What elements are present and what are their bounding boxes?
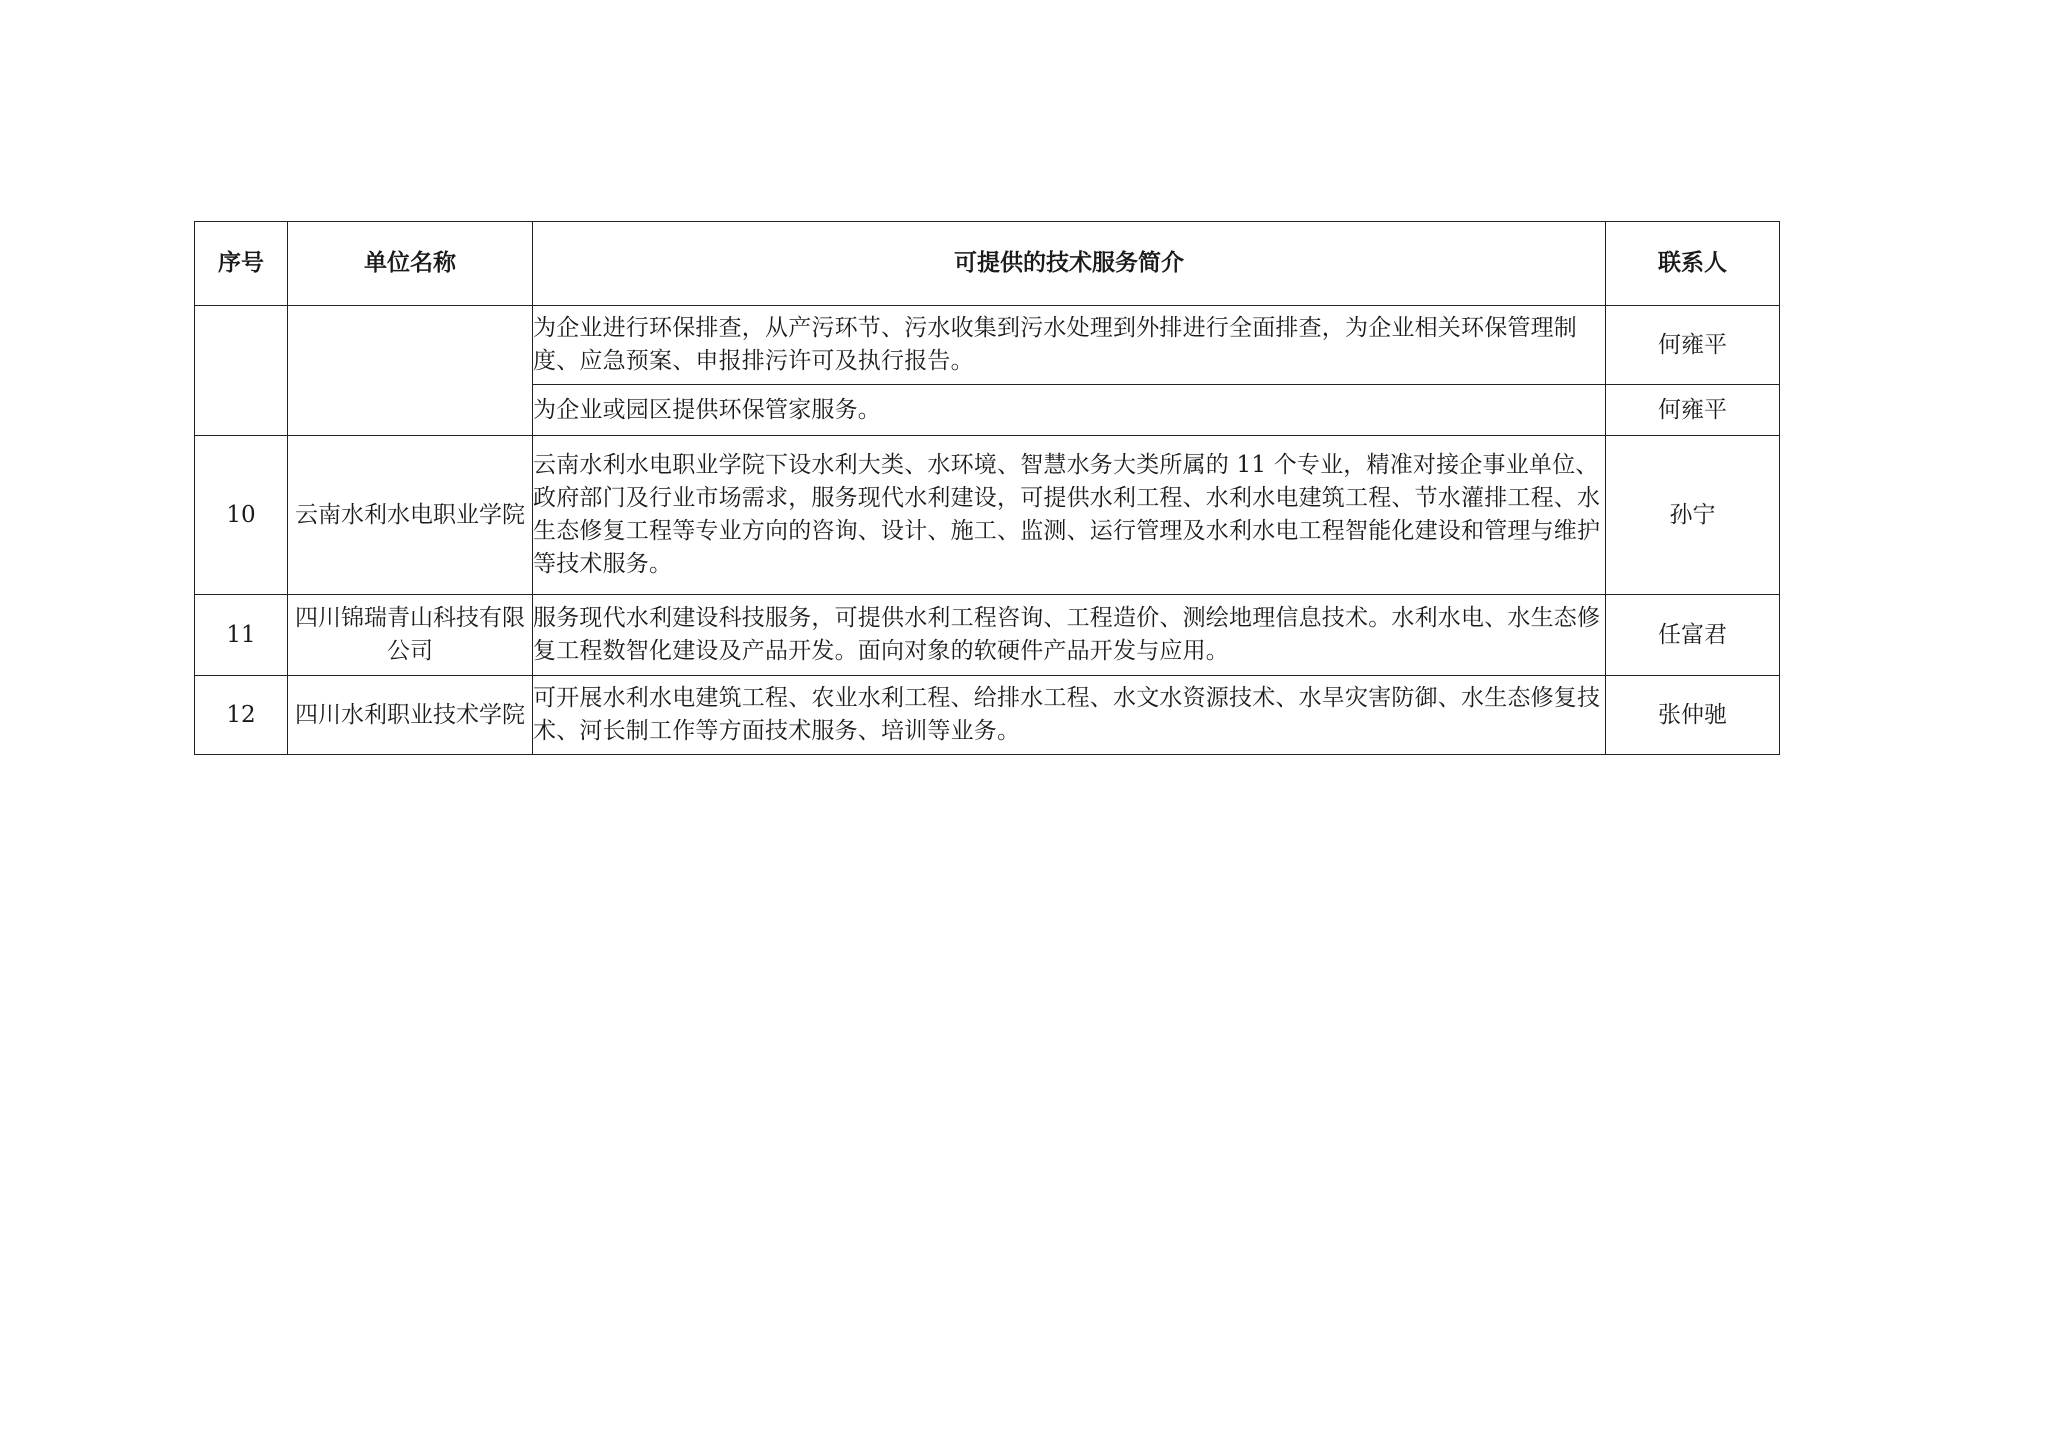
row-no-cell: 11: [195, 595, 288, 676]
row-unit-cell: [288, 306, 533, 436]
row-contact-cell: 张仲驰: [1606, 676, 1780, 755]
row-unit-cell: 四川水利职业技术学院: [288, 676, 533, 755]
row-no-cell: [195, 306, 288, 436]
header-contact: 联系人: [1606, 222, 1780, 306]
table-header-row: [195, 222, 1780, 306]
table-row: [195, 595, 1780, 676]
header-unit: 单位名称: [288, 222, 533, 306]
table-row: [195, 676, 1780, 755]
row-contact-cell: 何雍平: [1606, 306, 1780, 385]
row-unit-cell: 云南水利水电职业学院: [288, 436, 533, 595]
row-desc-cell: 可开展水利水电建筑工程、农业水利工程、给排水工程、水文水资源技术、水旱灾害防御、水生态修复技术、河长制工作等方面技术服务、培训等业务。: [533, 676, 1606, 755]
header-desc: 可提供的技术服务简介: [533, 222, 1606, 306]
row-no-cell: 10: [195, 436, 288, 595]
header-no: 序号: [195, 222, 288, 306]
row-contact-cell: 任富君: [1606, 595, 1780, 676]
row-no-cell: 12: [195, 676, 288, 755]
row-desc-cell: 为企业进行环保排查，从产污环节、污水收集到污水处理到外排进行全面排查，为企业相关环保管理制度、应急预案、申报排污许可及执行报告。: [533, 306, 1606, 385]
table-row: [195, 306, 1780, 385]
tech-services-table: [194, 221, 1780, 755]
row-desc-cell: 云南水利水电职业学院下设水利大类、水环境、智慧水务大类所属的 11 个专业，精准对接企事业单位、政府部门及行业市场需求，服务现代水利建设，可提供水利工程、水利水电建筑工程、节水灌排工程、水生态修复工程等专业方向的咨询、设计、施工、监测、运行管理及水利水电工程智能化建设和管理与维护等技术服务。: [533, 436, 1606, 595]
row-unit-cell: 四川锦瑞青山科技有限公司: [288, 595, 533, 676]
row-desc-cell: 服务现代水利建设科技服务，可提供水利工程咨询、工程造价、测绘地理信息技术。水利水电、水生态修复工程数智化建设及产品开发。面向对象的软硬件产品开发与应用。: [533, 595, 1606, 676]
row-desc-cell: 为企业或园区提供环保管家服务。: [533, 385, 1606, 436]
row-contact-cell: 孙宁: [1606, 436, 1780, 595]
table-row: [195, 436, 1780, 595]
row-contact-cell: 何雍平: [1606, 385, 1780, 436]
